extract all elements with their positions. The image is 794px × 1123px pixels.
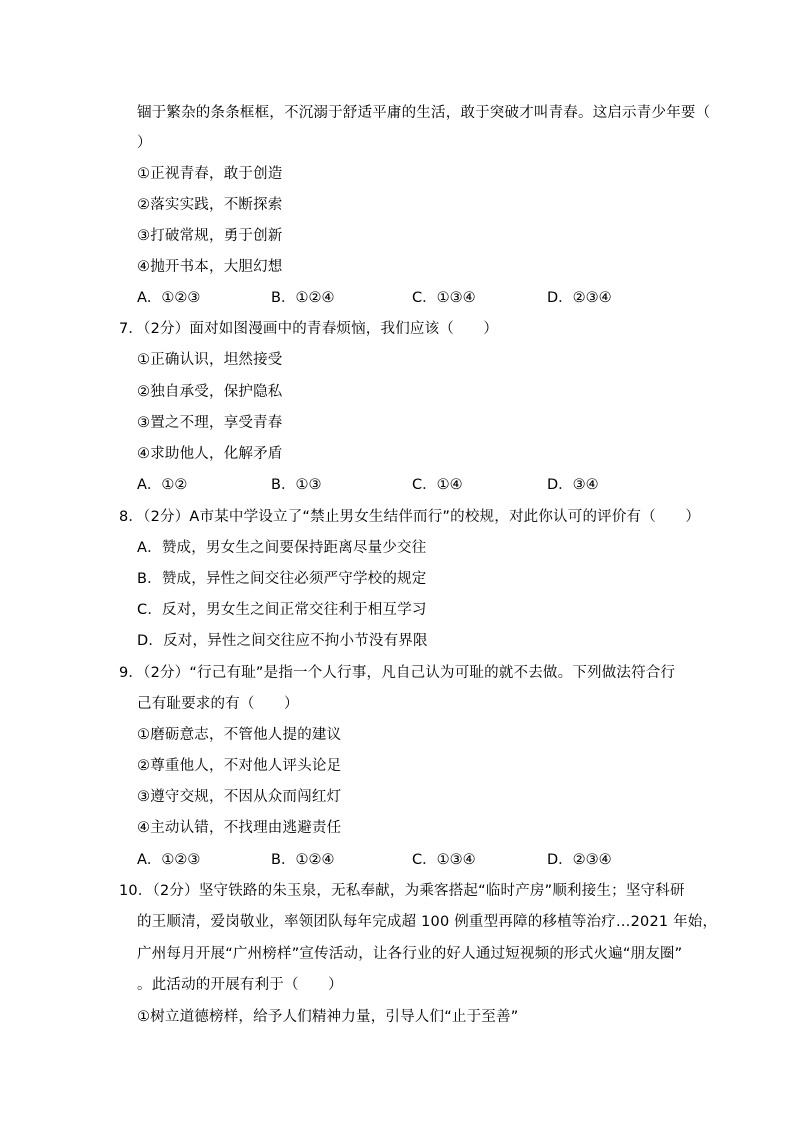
q9-item-3: ③遵守交规，不因从众而闯红灯 [137,789,342,805]
q7-option-b[interactable]: B．①③ [271,477,322,493]
q9-option-a[interactable]: A．①②③ [137,852,201,868]
q9-stem-line2: 己有耻要求的有（ ） [137,696,299,712]
q9-option-b[interactable]: B．①②④ [271,852,335,868]
q8-choice-d[interactable]: D．反对，异性之间交往应不拘小节没有界限 [137,633,428,649]
q6-item-2: ②落实实践，不断探索 [137,197,283,213]
q9-stem-line1: 9．（2分）“行己有耻”是指一个人行事，凡自己认为可耻的就不去做。下列做法符合行 [119,665,676,681]
q7-item-2: ②独自承受，保护隐私 [137,384,283,400]
q9-option-d[interactable]: D．②③④ [547,852,612,868]
q7-option-c[interactable]: C．①④ [412,477,463,493]
q10-item-1: ①树立道德榜样，给予人们精神力量，引导人们“止于至善” [137,1009,519,1025]
q10-stem-line2: 的王顺清，爱岗敬业，率领团队每年完成超 100 例重型再障的移植等治疗…2021 年始， [137,914,718,930]
q9-option-c[interactable]: C．①③④ [412,852,476,868]
q6-stem-line2: ） [137,135,152,151]
q6-item-4: ④抛开书本，大胆幻想 [137,259,283,275]
q6-item-1: ①正视青春，敢于创造 [137,166,283,182]
q6-option-a[interactable]: A．①②③ [137,290,201,306]
q10-stem-line1: 10．（2分）坚守铁路的朱玉泉，无私奉献，为乘客搭起“临时产房”顺利接生；坚守科研 [119,883,685,899]
q6-option-b[interactable]: B．①②④ [271,290,335,306]
q7-item-4: ④求助他人，化解矛盾 [137,446,283,462]
q8-choice-c[interactable]: C．反对，男女生之间正常交往利于相互学习 [137,602,427,618]
q6-option-c[interactable]: C．①③④ [412,290,476,306]
q7-option-d[interactable]: D．③④ [547,477,599,493]
q7-stem: 7．（2分）面对如图漫画中的青春烦恼，我们应该（ ） [119,321,499,337]
q7-item-1: ①正确认识，坦然接受 [137,352,283,368]
q6-item-3: ③打破常规，勇于创新 [137,228,283,244]
q7-option-a[interactable]: A．①② [137,477,188,493]
q9-item-4: ④主动认错，不找理由逃避责任 [137,820,342,836]
q10-stem-line4: 。此活动的开展有利于（ ） [137,977,343,993]
q8-stem: 8．（2分）A市某中学设立了“禁止男女生结伴而行”的校规，对此你认可的评价有（ ） [119,509,701,525]
q6-stem-line1: 锢于繁杂的条条框框，不沉溺于舒适平庸的生活，敢于突破才叫青春。这启示青少年要（ [137,105,711,121]
q9-item-1: ①磨砺意志，不管他人提的建议 [137,727,342,743]
q9-item-2: ②尊重他人，不对他人评头论足 [137,758,342,774]
q8-choice-a[interactable]: A．赞成，男女生之间要保持距离尽量少交往 [137,540,427,556]
q7-item-3: ③置之不理，享受青春 [137,415,283,431]
q6-option-d[interactable]: D．②③④ [547,290,612,306]
q10-stem-line3: 广州每月开展“广州榜样”宣传活动，让各行业的好人通过短视频的形式火遍“朋友圈” [137,946,683,962]
q8-choice-b[interactable]: B．赞成，异性之间交往必须严守学校的规定 [137,571,427,587]
